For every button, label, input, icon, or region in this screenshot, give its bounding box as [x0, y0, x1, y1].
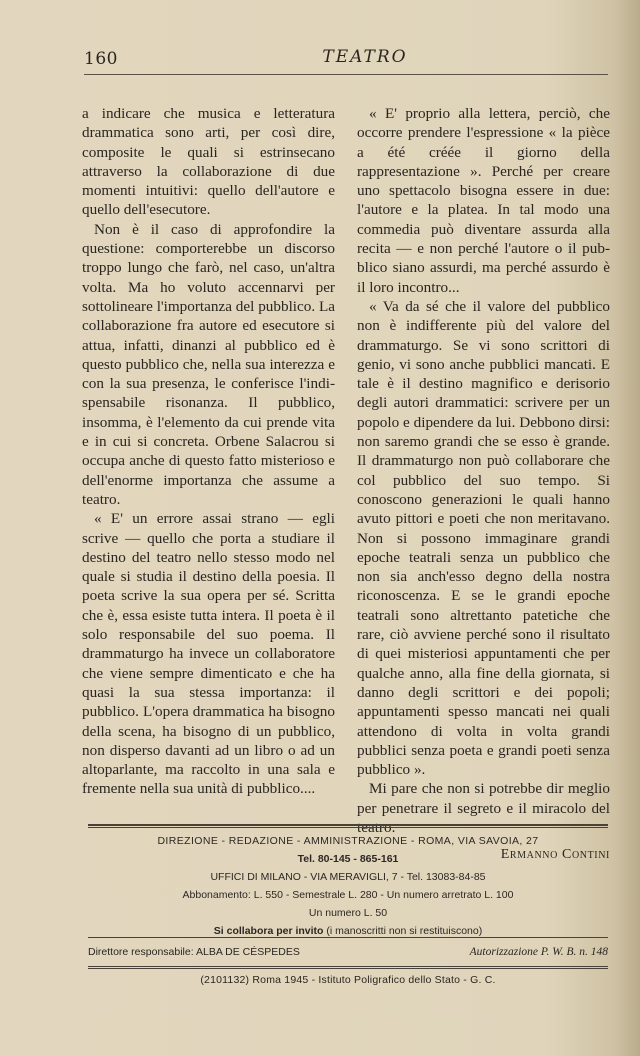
- imprint-block: [86, 832, 610, 940]
- paragraph: « E' un errore assai strano — egli scrive — quello che porta a studiare il destino del teatro nello stesso modo nel quale si studia il destino della poesia. Il poeta scrive la sua opera per sé. Scritta che è, essa esiste tutta intera. Il poeta è il solo responsabile del suo poema. Il drammaturgo ha invece un collaboratore che viene sempre dimenticato e che ha quasi la sua stessa importanza: il pubblico. L'opera drammatica ha bisogno della scena, ha bisogno di un pubblico, non disperso davanti ad un libro o ad un altoparlante, ma raccolto in una sala e fremente nella sua unità di pubblico....: [82, 510, 335, 798]
- paragraph: Mi pare che non si potrebbe dir meglio per penetrare il segreto e il miracolo del teatro.: [357, 780, 610, 836]
- paragraph: Non è il caso di approfondire la questione: comporterebbe un discorso troppo lungo che farò, nel caso, un'altra volta. Ma ho voluto accennarvi per sottolineare l'importanza del pubblico. La collaborazione fra autore ed esecutore si attua, infatti, dinanzi al pubblico ed è questo pubblico che, nella sua interezza e con la sua presenza, le conferisce l'indispensabile risonanza. Il pubblico, insomma, è l'elemento da cui prende vita e in cui si concreta. Orbene Salacrou si occupa anche di questo fatto misterioso e dell'enorme importanza che assume a teatro.: [82, 220, 335, 508]
- imprint-rule: [88, 966, 608, 969]
- page-header: [84, 45, 608, 71]
- header-rule: [84, 74, 608, 75]
- imprint-invite: Si collabora per invito: [213, 925, 324, 937]
- director: Direttore responsabile: ALBA DE CÉSPEDES: [88, 946, 300, 958]
- imprint-milan-office: UFFICI DI MILANO - VIA MERAVIGLI, 7 - Tel. 13083-84-85: [210, 871, 486, 883]
- printer-line: (2101132) Roma 1945 - Istituto Poligrafico dello Stato - G. C.: [200, 974, 496, 986]
- imprint-manuscripts: (i manoscritti non si restituiscono): [326, 925, 483, 937]
- left-column: [82, 104, 335, 799]
- imprint-phone: Tel. 80-145 - 865-161: [297, 853, 399, 865]
- paragraph: a indicare che musica e letteratura drammatica sono arti, per così dire, composite le quali si estrinsecano attraverso la collaborazione di due momenti intuitivi: quello dell'autore e quello dell'esecutore.: [82, 105, 335, 219]
- running-title: TEATRO: [322, 47, 408, 67]
- imprint-address: DIREZIONE - REDAZIONE - AMMINISTRAZIONE - ROMA, VIA SAVOIA, 27: [157, 835, 539, 847]
- right-column: [357, 104, 610, 865]
- imprint-rule: [88, 937, 608, 938]
- paragraph: « E' proprio alla lettera, perciò, che occorre prendere l'espressione « la pièce a été créée il giorno della rappresentazione ». Perché per creare uno spettacolo bisogna essere in due: l'autore e la platea. In tal modo una commedia può diventare assurda alla recita — e non perché l'autore o il pubblico siano assurdi, ma perché assurdo è il loro incontro...: [357, 105, 610, 296]
- imprint-subscription: Abbonamento: L. 550 - Semestrale L. 280 - Un numero arretrato L. 100: [182, 889, 514, 901]
- imprint-rule: [88, 824, 608, 828]
- author-signature: Ermanno Contini: [500, 847, 610, 863]
- imprint-issue-price: Un numero L. 50: [308, 907, 388, 919]
- responsibility-line: [88, 946, 608, 964]
- page-number: 160: [84, 49, 118, 69]
- authorization: Autorizzazione P. W. B. n. 148: [469, 946, 608, 958]
- paragraph: « Va da sé che il valore del pubblico non è indifferente più del valore del drammaturgo. Se vi sono scrittori di genio, vi sono anche pubblici mancati. E tale è il destino magnifico e derisorio degli autori drammatici: scrivere per un popolo e dipendere da lui. Debbono dirsi: non saremo grandi che se esso è grande. Il drammaturgo non può collaborare che col pubblico del suo tempo. Si conoscono generazioni le quali hanno avuto pittori e poeti che non meritavano. Non si possono immaginare grandi epoche teatrali senza un pubblico che non sia anch'esso degno della nostra riconoscenza. E se le grandi epoche teatrali sono altrettanto patetiche che rare, ciò avviene perché sono il risultato di quei misteriosi appuntamenti che per qualche anno, alla fine della giornata, si danno degli scrittori e dei popoli; appuntamenti spesso mancati nei quali attendono di volta in volta grandi pubblici senza poeta e grandi poeti senza pubblico ».: [357, 297, 610, 779]
